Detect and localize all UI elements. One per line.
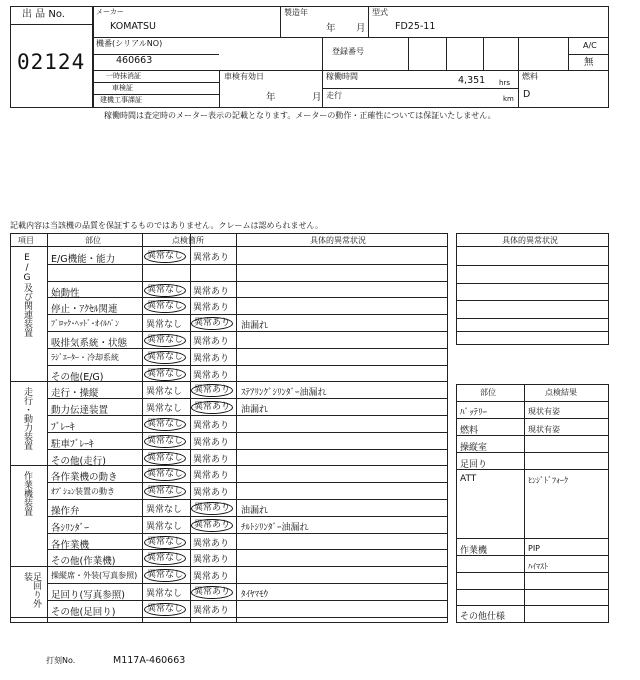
- status-issue: 異常あり: [193, 454, 230, 465]
- status-issue: 異常あり: [193, 421, 230, 431]
- right-result-value: 現状有姿: [528, 425, 560, 434]
- status-issue: 異常あり: [193, 303, 230, 314]
- status-issue: 異常あり: [193, 370, 230, 381]
- status-issue: 異常あり: [193, 488, 230, 499]
- row-divider: [47, 600, 448, 601]
- status-issue: 異常あり: [191, 502, 233, 515]
- part-label: 停止・ｱｸｾﾙ関連: [51, 304, 118, 316]
- part-label: その他(走行): [51, 455, 106, 467]
- group-divider: [10, 566, 448, 567]
- model-value: FD25-11: [395, 21, 436, 32]
- status-issue: 異常あり: [193, 538, 230, 549]
- status-issue: 異常あり: [193, 337, 230, 347]
- right-part-label: ﾊﾞｯﾃﾘｰ: [460, 408, 488, 418]
- right-row-divider: [456, 418, 609, 419]
- status-no-issue: 異常なし: [146, 589, 183, 599]
- th-item: 項目: [18, 236, 34, 245]
- th-check: 点検箇所: [172, 236, 204, 245]
- row-divider: [47, 415, 448, 416]
- status-no-issue: 異常なし: [144, 334, 186, 347]
- part-label: ﾌﾞﾛｯｸ･ﾍｯﾄﾞ･ｵｲﾙﾊﾟﾝ: [51, 319, 119, 329]
- row-divider: [47, 516, 448, 517]
- right-result-value: PIP: [528, 544, 541, 553]
- status-issue: 異常あり: [193, 555, 230, 566]
- row-divider: [47, 533, 448, 534]
- status-issue: 異常あり: [191, 384, 233, 397]
- ac-value: 無: [584, 57, 594, 68]
- status-no-issue: 異常なし: [144, 435, 186, 448]
- status-no-issue: 異常なし: [144, 603, 186, 616]
- issue-detail: 油漏れ: [241, 321, 269, 332]
- part-label: ﾗｼﾞｴｰﾀｰ・冷却系統: [51, 352, 119, 362]
- stamp-value: M117A-460663: [113, 655, 186, 666]
- row-divider: [47, 297, 448, 298]
- group-label: 足回り外装: [22, 572, 41, 609]
- right-part-label: 燃料: [460, 426, 479, 436]
- row-divider: [47, 314, 448, 315]
- status-no-issue: 異常なし: [146, 404, 183, 415]
- stamp-label: 打刻No.: [46, 656, 76, 665]
- maker-label: メーカー: [96, 8, 124, 16]
- group-label: 作業機装置: [22, 471, 32, 517]
- right-result-value: ﾋﾝｼﾞﾄﾞﾌｫｰｸ: [528, 476, 568, 485]
- status-issue: 異常あり: [193, 437, 230, 448]
- km-label: 走行: [326, 91, 342, 100]
- temp-cert-label: 一時抹消証: [106, 72, 141, 80]
- part-label: その他(作業機): [51, 556, 116, 568]
- row-divider: [47, 549, 448, 550]
- part-label: 各作業機: [51, 539, 90, 551]
- year-label: 製造年: [284, 8, 308, 17]
- month-unit: 月: [356, 23, 366, 34]
- row-divider: [47, 281, 448, 282]
- right-part-label: ATT: [460, 474, 477, 484]
- part-label: 足回り(写真参照): [51, 590, 125, 601]
- right-result-value: 現状有姿: [528, 407, 560, 416]
- part-label: 動力伝達装置: [51, 405, 109, 417]
- right-row-divider: [456, 589, 609, 590]
- hours-value: 4,351: [458, 75, 486, 86]
- fuel-value: D: [523, 89, 531, 100]
- ac-label: A/C: [583, 41, 597, 50]
- inspection-month-unit: 月: [312, 92, 322, 103]
- model-label: 型式: [372, 8, 388, 17]
- part-label: その他(E/G): [51, 371, 104, 383]
- year-unit: 年: [326, 23, 336, 34]
- status-issue: 異常あり: [193, 286, 230, 297]
- hours-unit: hrs: [499, 79, 510, 87]
- status-no-issue: 異常なし: [144, 452, 186, 465]
- status-no-issue: 異常なし: [144, 418, 186, 431]
- right-part-label: 足回り: [460, 460, 488, 470]
- status-no-issue: 異常なし: [146, 521, 183, 532]
- row-divider: [47, 583, 448, 584]
- status-issue: 異常あり: [193, 353, 230, 364]
- group-label: 走行・動力装置: [22, 387, 32, 451]
- status-issue: 異常あり: [193, 605, 230, 616]
- row-divider: [47, 432, 448, 433]
- maker-value: KOMATSU: [110, 21, 156, 32]
- th-r-result: 点検結果: [545, 388, 577, 397]
- right-row-divider: [456, 538, 609, 539]
- status-issue: 異常あり: [191, 317, 233, 330]
- row-divider: [47, 331, 448, 332]
- right-part-label: その他仕様: [460, 612, 506, 622]
- status-no-issue: 異常なし: [144, 351, 186, 364]
- status-no-issue: 異常なし: [144, 368, 186, 381]
- group-divider: [10, 465, 448, 466]
- hours-note: 稼働時間は査定時のメーター表示の記載となります。メーターの動作・正確性については保証いたしません。: [104, 111, 496, 120]
- part-label: 各ｼﾘﾝﾀﾞｰ: [51, 522, 90, 534]
- part-label: その他(足回り): [51, 606, 116, 618]
- header-box: [93, 6, 609, 108]
- issue-detail: ﾀｲﾔﾏﾓｳ: [241, 590, 269, 600]
- status-no-issue: 異常なし: [144, 569, 186, 582]
- status-issue: 異常あり: [191, 519, 233, 532]
- reg-label: 登録番号: [332, 47, 364, 56]
- status-issue: 異常あり: [191, 401, 233, 414]
- right-detail-table: [456, 233, 609, 345]
- right-row-divider: [456, 572, 609, 573]
- right-result-table: [456, 384, 609, 623]
- status-no-issue: 異常なし: [146, 387, 183, 398]
- part-label: 走行・操縦: [51, 388, 99, 400]
- row-divider: [47, 365, 448, 366]
- row-divider: [47, 264, 448, 265]
- row-divider: [47, 449, 448, 450]
- group-label: E/G及び関連装置: [22, 253, 32, 337]
- row-divider: [47, 398, 448, 399]
- lot-label: 出 品 No.: [22, 9, 65, 20]
- right-row-divider: [456, 401, 609, 402]
- hours-label: 稼働時間: [326, 72, 358, 81]
- status-no-issue: 異常なし: [144, 284, 186, 297]
- row-divider: [47, 482, 448, 483]
- status-no-issue: 異常なし: [144, 468, 186, 481]
- status-no-issue: 異常なし: [144, 485, 186, 498]
- group-divider: [10, 381, 448, 382]
- part-label: ｵﾌﾟｼｮﾝ装置の動き: [51, 487, 115, 497]
- part-label: 操縦席・外装(写真参照): [51, 571, 138, 581]
- row-divider: [47, 499, 448, 500]
- status-issue: 異常あり: [193, 572, 230, 583]
- part-label: 操作弁: [51, 506, 80, 517]
- right-part-label: 作業機: [460, 546, 488, 556]
- th-part: 部位: [85, 236, 101, 245]
- serial-value: 460663: [116, 55, 153, 66]
- row-divider: [47, 348, 448, 349]
- part-label: 各作業機の動き: [51, 472, 118, 484]
- part-label: 駐車ﾌﾞﾚｰｷ: [51, 438, 94, 450]
- issue-detail: ｽﾃｱﾘﾝｸﾞｼﾘﾝﾀﾞｰ油漏れ: [241, 388, 327, 399]
- status-issue: 異常あり: [193, 253, 230, 263]
- serial-label: 機番(シリアルNO): [96, 39, 163, 48]
- vehicle-cert-label: 車検証: [112, 84, 133, 92]
- right-row-divider: [456, 435, 609, 436]
- th-detail: 具体的異常状況: [310, 236, 366, 245]
- part-label: ﾌﾞﾚｰｷ: [51, 422, 75, 433]
- km-unit: km: [503, 95, 514, 103]
- inspection-year-unit: 年: [266, 92, 276, 103]
- right-result-value: ﾊｲﾏｽﾄ: [528, 562, 548, 571]
- fuel-label: 燃料: [522, 72, 538, 81]
- status-no-issue: 異常なし: [146, 505, 183, 515]
- group-divider: [10, 617, 448, 618]
- status-no-issue: 異常なし: [144, 300, 186, 313]
- part-label: 吸排気系統・状態: [51, 338, 128, 349]
- issue-detail: 油漏れ: [241, 506, 269, 516]
- th-r-part: 部位: [480, 388, 496, 397]
- status-no-issue: 異常なし: [146, 320, 183, 331]
- disclaimer: 記載内容は当該機の品質を保証するものではありません。クレームは認められません。: [10, 221, 323, 230]
- status-issue: 異常あり: [191, 586, 233, 599]
- status-no-issue: 異常なし: [144, 552, 186, 565]
- status-no-issue: 異常なし: [144, 250, 186, 263]
- inspection-label: 車検有効日: [224, 72, 264, 81]
- right-part-label: 操縦室: [460, 443, 488, 453]
- lot-number: 02124: [17, 50, 86, 74]
- right-row-divider: [456, 605, 609, 606]
- construction-cert-label: 建機工事課証: [100, 96, 142, 104]
- status-issue: 異常あり: [193, 471, 230, 482]
- issue-detail: ﾁﾙﾄｼﾘﾝﾀﾞｰ油漏れ: [241, 522, 309, 533]
- issue-detail: 油漏れ: [241, 405, 269, 416]
- part-label: 始動性: [51, 287, 80, 299]
- right-detail-header: 具体的異常状況: [502, 236, 558, 245]
- part-label: E/G機能・能力: [51, 254, 116, 265]
- status-no-issue: 異常なし: [144, 536, 186, 549]
